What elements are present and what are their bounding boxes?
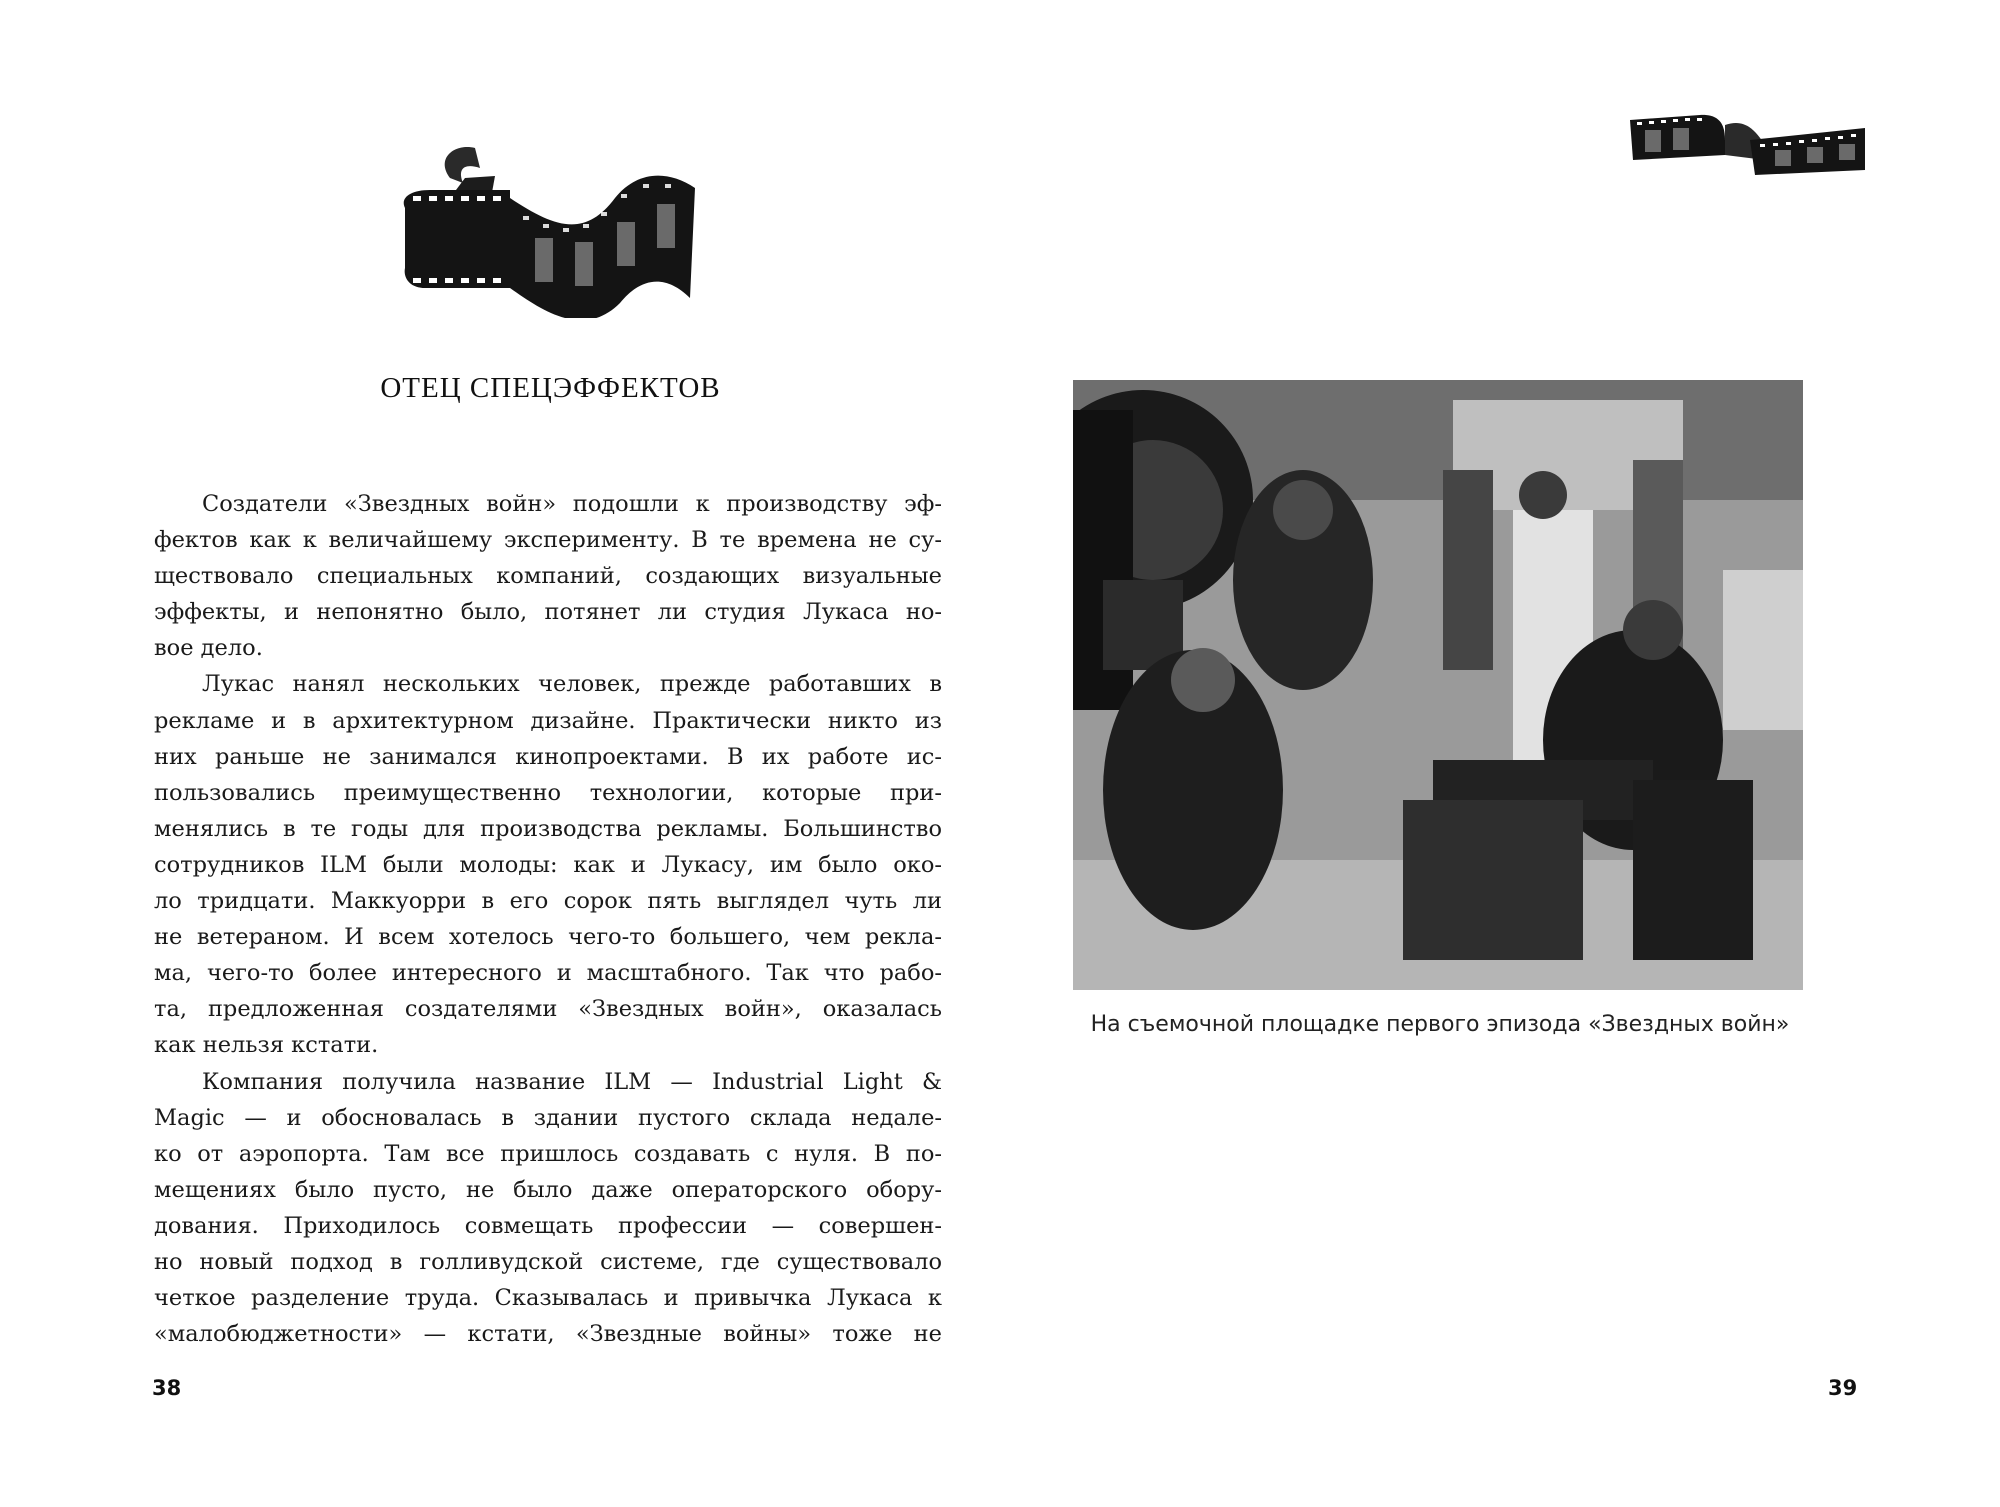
- text-line: та, предложенная создателями «Звездных войн», оказалась: [154, 996, 942, 1023]
- text-line: но новый подход в голливудской системе, где существовало: [154, 1248, 942, 1275]
- text-line: пользовались преимущественно технологии, которые при-: [154, 779, 942, 806]
- text-line: Создатели «Звездных войн» подошли к производству эф-: [202, 491, 942, 517]
- text-line: вое дело.: [154, 635, 263, 662]
- photo-caption: На съемочной площадке первого эпизода «Звездных войн»: [1090, 1012, 1790, 1037]
- text-line: эффекты, и непонятно было, потянет ли студия Лукаса но-: [154, 599, 942, 626]
- text-line: Компания получила название ILM — Industrial Light &: [202, 1068, 942, 1095]
- text-line: ма, чего-то более интересного и масштабного. Так что рабо-: [154, 960, 942, 987]
- page-number: 39: [1828, 1376, 1858, 1400]
- text-line: ло тридцати. Маккуорри в его сорок пять выглядел чуть ли: [154, 888, 942, 915]
- text-line: не ветераном. И всем хотелось чего-то большего, чем рекла-: [154, 924, 942, 951]
- text-line: них раньше не занимался кинопроектами. В их работе ис-: [154, 743, 942, 770]
- text-line: четкое разделение труда. Сказывалась и привычка Лукаса к: [154, 1285, 942, 1312]
- text-line: фектов как к величайшему эксперименту. В те времена не су-: [154, 527, 942, 554]
- text-line: дования. Приходилось совмещать профессии — совершен-: [154, 1212, 942, 1239]
- text-line: «малобюджетности» — кстати, «Звездные войны» тоже не: [154, 1321, 942, 1348]
- text-line: Лукас нанял нескольких человек, прежде работавших в: [202, 671, 942, 698]
- body-text: [154, 486, 942, 1352]
- text-line: мещениях было пусто, не было даже операторского обору-: [154, 1176, 942, 1203]
- text-line: менялись в те годы для производства рекламы. Большинство: [154, 815, 942, 842]
- text-line: Magic — и обосновалась в здании пустого склада недале-: [154, 1104, 942, 1131]
- film-set-photo: [1073, 380, 1803, 990]
- text-line: рекламе и в архитектурном дизайне. Практически никто из: [154, 707, 942, 734]
- film-strip-icon: [1625, 100, 1875, 180]
- right-page: [1000, 0, 2000, 1507]
- chapter-title: ОТЕЦ СПЕЦЭФФЕКТОВ: [380, 372, 721, 404]
- page-number: 38: [152, 1376, 182, 1400]
- text-line: как нельзя кстати.: [154, 1032, 379, 1059]
- text-line: ществовало специальных компаний, создающих визуальные: [154, 563, 942, 590]
- text-line: сотрудников ILM были молоды: как и Лукасу, им было око-: [154, 851, 942, 878]
- film-reel-icon: [395, 138, 705, 318]
- text-line: ко от аэропорта. Там все пришлось создавать с нуля. В по-: [154, 1140, 942, 1167]
